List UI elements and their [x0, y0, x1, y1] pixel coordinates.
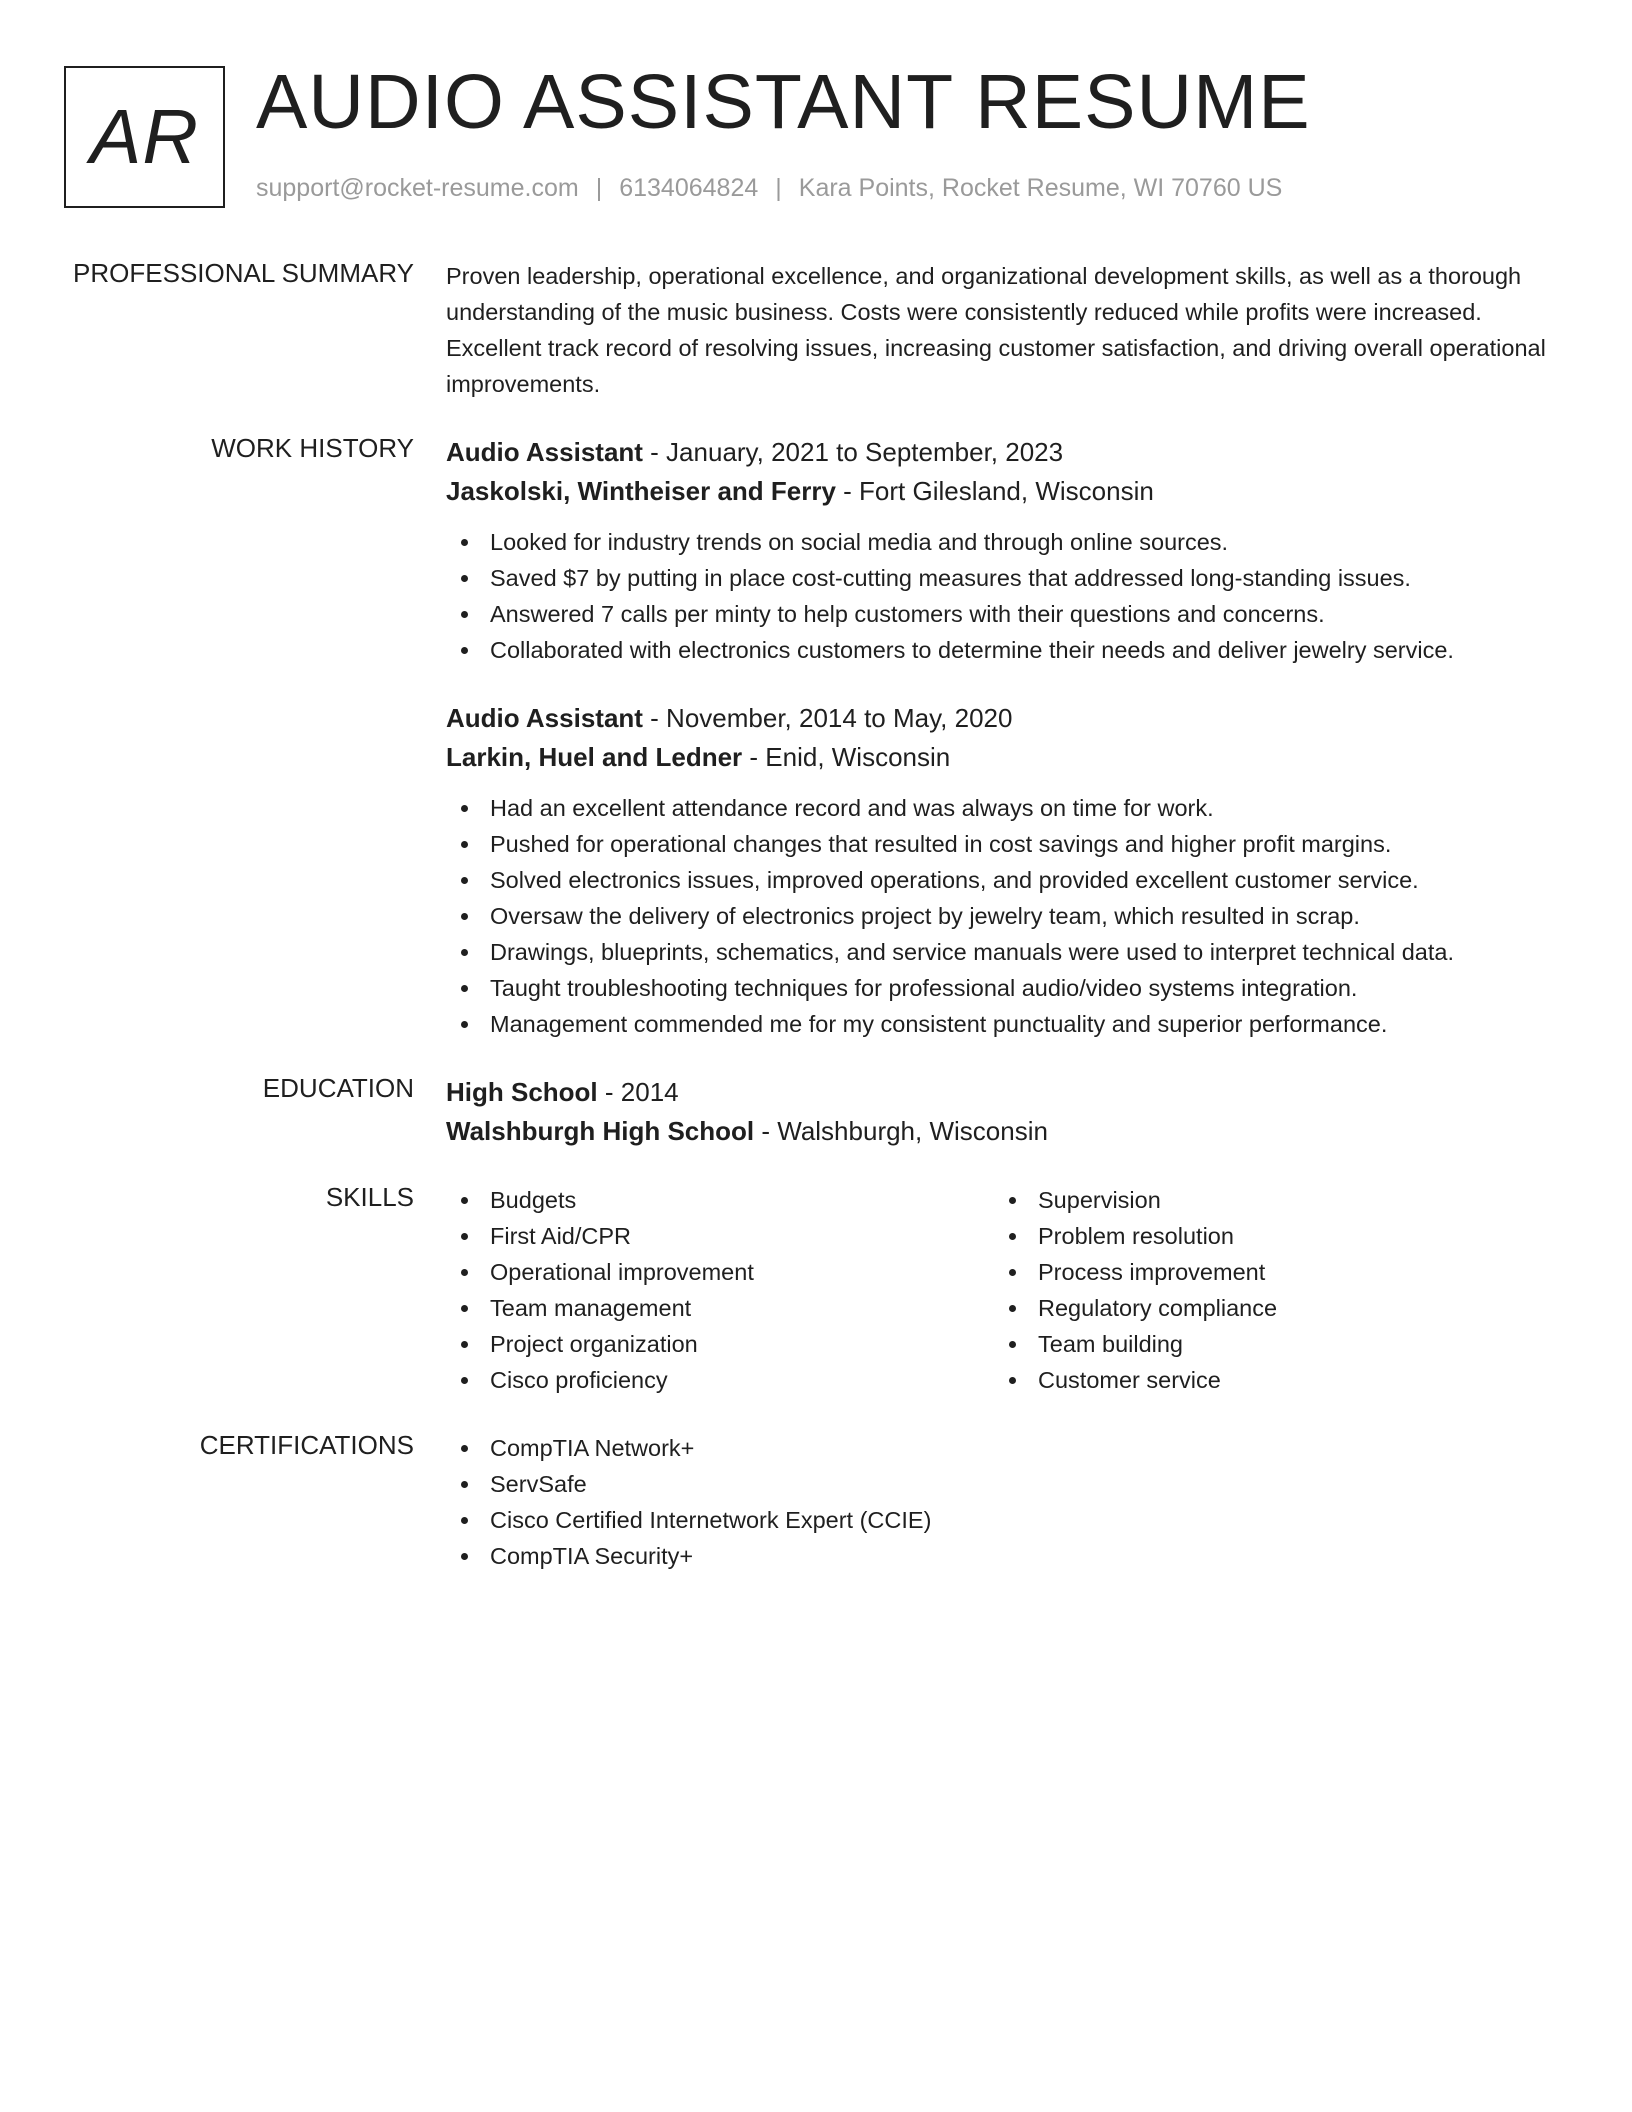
- list-item: Team building: [994, 1326, 1494, 1362]
- list-item: Operational improvement: [446, 1254, 994, 1290]
- job-bullets: [446, 524, 1556, 668]
- job-company-line: [446, 738, 1556, 777]
- skills-body: [446, 1182, 1556, 1398]
- job-dates: - January, 2021 to September, 2023: [642, 437, 1064, 467]
- monogram-initials: AR: [90, 93, 199, 180]
- job-title-line: [446, 699, 1556, 738]
- list-item: ServSafe: [446, 1466, 1556, 1502]
- list-item: Had an excellent attendance record and was always on time for work.: [446, 790, 1556, 826]
- list-item: Drawings, blueprints, schematics, and service manuals were used to interpret technical data.: [446, 934, 1556, 970]
- job-company-line: [446, 472, 1556, 511]
- list-item: Supervision: [994, 1182, 1494, 1218]
- list-item: CompTIA Network+: [446, 1430, 1556, 1466]
- certifications-body: [446, 1430, 1556, 1574]
- job-entry: [446, 699, 1556, 1042]
- education-degree-line: [446, 1073, 1556, 1112]
- job-location: - Fort Gilesland, Wisconsin: [835, 476, 1154, 506]
- contact-line: [256, 174, 1282, 203]
- section-heading: WORK HISTORY: [211, 433, 414, 463]
- monogram-badge: [64, 66, 225, 208]
- skills-list-left: [446, 1182, 994, 1398]
- list-item: Management commended me for my consistent punctuality and superior performance.: [446, 1006, 1556, 1042]
- section-heading: CERTIFICATIONS: [199, 1430, 414, 1460]
- section-heading: SKILLS: [325, 1182, 414, 1212]
- job-bullets: [446, 790, 1556, 1042]
- contact-email[interactable]: support@rocket-resume.com: [256, 174, 579, 202]
- education-year: - 2014: [597, 1077, 679, 1107]
- job-title-line: [446, 433, 1556, 472]
- job-company: Jaskolski, Wintheiser and Ferry: [446, 476, 836, 506]
- list-item: Taught troubleshooting techniques for professional audio/video systems integration.: [446, 970, 1556, 1006]
- education-degree: High School: [446, 1077, 598, 1107]
- job-title: Audio Assistant: [446, 703, 643, 733]
- list-item: Collaborated with electronics customers to determine their needs and deliver jewelry service.: [446, 632, 1556, 668]
- list-item: Customer service: [994, 1362, 1494, 1398]
- list-item: Pushed for operational changes that resulted in cost savings and higher profit margins.: [446, 826, 1556, 862]
- list-item: Problem resolution: [994, 1218, 1494, 1254]
- section-heading: EDUCATION: [262, 1073, 414, 1103]
- list-item: Budgets: [446, 1182, 994, 1218]
- education-school-line: [446, 1112, 1556, 1151]
- job-dates: - November, 2014 to May, 2020: [642, 703, 1013, 733]
- certifications-list: [446, 1430, 1556, 1574]
- list-item: Process improvement: [994, 1254, 1494, 1290]
- summary-text: Proven leadership, operational excellence, and organizational development skills, as well as a thorough understanding of the music business. Costs were consistently reduced while profits were increased. Excellent track record of resolving issues, increasing customer satisfaction, and driving overall operational improvements.: [446, 263, 1546, 397]
- work-history-body: [446, 433, 1556, 1042]
- contact-phone[interactable]: 6134064824: [619, 174, 759, 202]
- list-item: Regulatory compliance: [994, 1290, 1494, 1326]
- list-item: Oversaw the delivery of electronics project by jewelry team, which resulted in scrap.: [446, 898, 1556, 934]
- job-location: - Enid, Wisconsin: [742, 742, 951, 772]
- list-item: Cisco proficiency: [446, 1362, 994, 1398]
- list-item: Team management: [446, 1290, 994, 1326]
- contact-address: Kara Points, Rocket Resume, WI 70760 US: [798, 174, 1283, 202]
- list-item: CompTIA Security+: [446, 1538, 1556, 1574]
- contact-separator: |: [775, 174, 782, 202]
- job-title: Audio Assistant: [446, 437, 643, 467]
- education-body: [446, 1073, 1556, 1151]
- job-company: Larkin, Huel and Ledner: [446, 742, 743, 772]
- list-item: Saved $7 by putting in place cost-cutting measures that addressed long-standing issues.: [446, 560, 1556, 596]
- list-item: Cisco Certified Internetwork Expert (CCIE): [446, 1502, 1556, 1538]
- job-entry: [446, 433, 1556, 668]
- resume-title: AUDIO ASSISTANT RESUME: [256, 59, 1311, 145]
- contact-separator: |: [595, 174, 603, 202]
- education-location: - Walshburgh, Wisconsin: [754, 1116, 1048, 1146]
- section-heading: PROFESSIONAL SUMMARY: [73, 258, 414, 288]
- list-item: Project organization: [446, 1326, 994, 1362]
- list-item: Answered 7 calls per minty to help customers with their questions and concerns.: [446, 596, 1556, 632]
- list-item: Looked for industry trends on social media and through online sources.: [446, 524, 1556, 560]
- skills-list-right: [994, 1182, 1494, 1398]
- education-school: Walshburgh High School: [446, 1116, 755, 1146]
- list-item: First Aid/CPR: [446, 1218, 994, 1254]
- list-item: Solved electronics issues, improved operations, and provided excellent customer service.: [446, 862, 1556, 898]
